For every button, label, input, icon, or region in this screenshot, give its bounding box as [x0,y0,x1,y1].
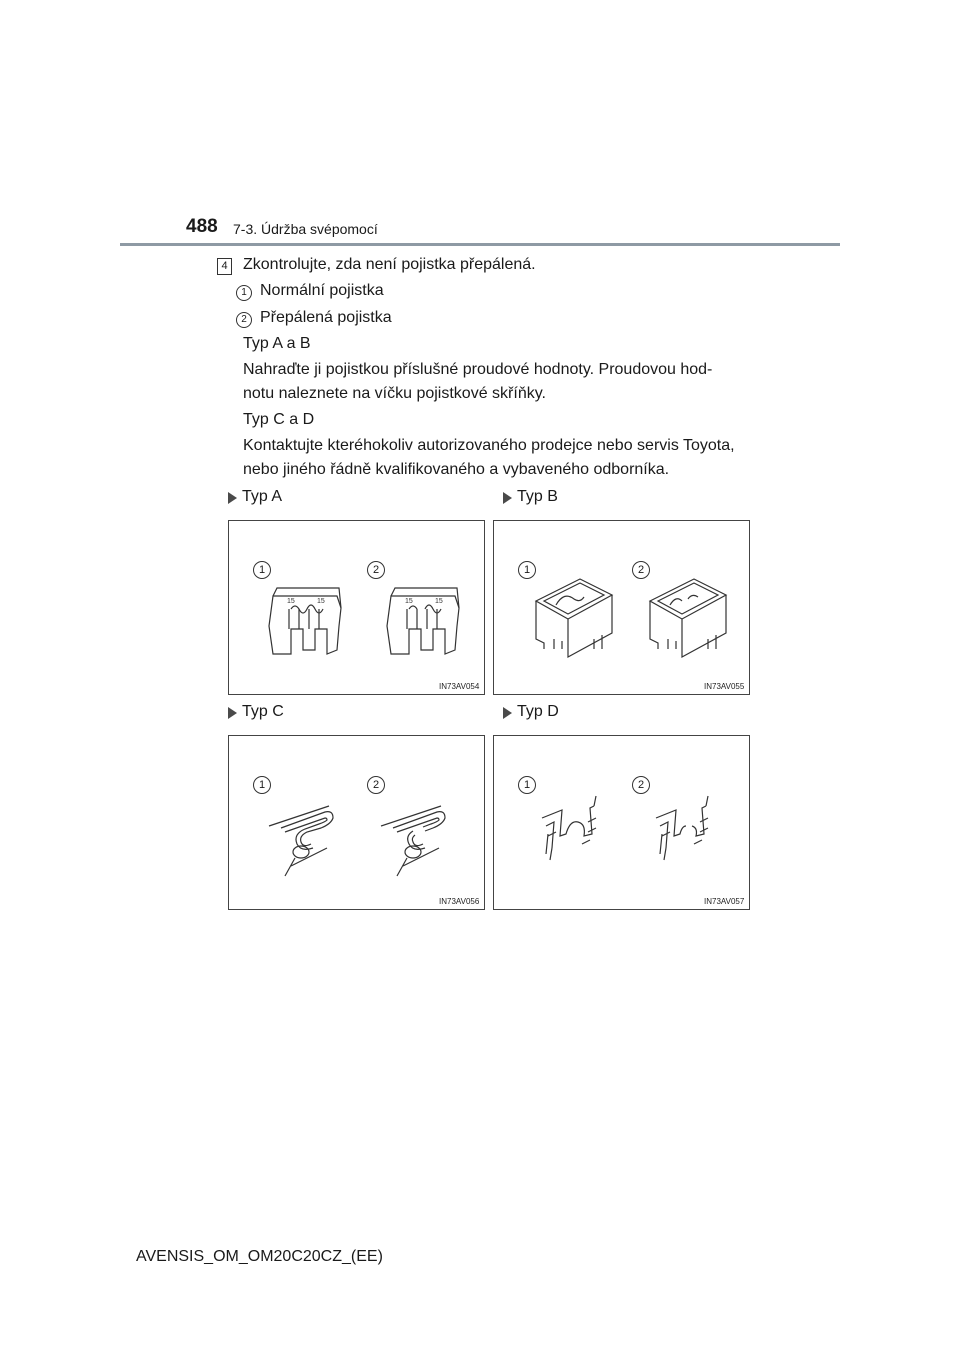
fuse-type-d-illustration [494,736,751,911]
type-ab-line2: notu naleznete na víčku pojistkové skříňky. [243,385,546,402]
svg-text:15: 15 [435,598,443,605]
item-1-label: Normální pojistka [260,282,384,299]
figure-b-label: Typ B [517,488,558,505]
callout-2: 2 [632,776,650,794]
callout-2: 2 [367,561,385,579]
figure-code: IN73AV057 [704,897,745,906]
svg-text:15: 15 [405,598,413,605]
callout-2: 2 [632,561,650,579]
type-cd-line2: nebo jiného řádně kvalifikovaného a vybaveného odborníka. [243,461,670,478]
figure-code: IN73AV054 [439,682,480,691]
type-cd-heading: Typ C a D [243,411,315,428]
callout-1: 1 [518,561,536,579]
figure-d-label: Typ D [517,703,559,720]
step-text: Zkontrolujte, zda není pojistka přepálená. [243,256,536,273]
figure-type-a [228,520,485,695]
fuse-type-b-illustration [494,521,751,696]
fuse-type-c-illustration [229,736,486,911]
item-2-badge [236,309,252,328]
triangle-bullet-icon [228,707,237,719]
item-2-number: 2 [236,312,252,328]
callout-1: 1 [518,776,536,794]
fuse-type-a-illustration [229,521,486,696]
figure-type-b [493,520,750,695]
callout-1: 1 [253,561,271,579]
triangle-bullet-icon [503,492,512,504]
step-number: 4 [217,258,232,275]
type-cd-line1: Kontaktujte kteréhokoliv autorizovaného prodejce nebo servis Toyota, [243,437,735,454]
item-1-badge [236,282,252,301]
page-number: 488 [186,216,218,237]
header-rule [120,243,840,246]
figure-a-label: Typ A [242,488,283,505]
svg-text:15: 15 [317,598,325,605]
figure-code: IN73AV056 [439,897,480,906]
step-number-box [217,256,232,275]
item-1-number: 1 [236,285,252,301]
callout-1: 1 [253,776,271,794]
figure-c-label: Typ C [242,703,284,720]
figure-type-d [493,735,750,910]
figure-type-c [228,735,485,910]
type-ab-heading: Typ A a B [243,335,311,352]
section-title: 7-3. Údržba svépomocí [233,221,378,237]
triangle-bullet-icon [503,707,512,719]
item-2-label: Přepálená pojistka [260,309,392,326]
callout-2: 2 [367,776,385,794]
figure-code: IN73AV055 [704,682,745,691]
type-ab-line1: Nahraďte ji pojistkou příslušné proudové hodnoty. Proudovou hod- [243,361,713,378]
footer-document-id: AVENSIS_OM_OM20C20CZ_(EE) [136,1248,383,1265]
triangle-bullet-icon [228,492,237,504]
svg-text:15: 15 [287,598,295,605]
